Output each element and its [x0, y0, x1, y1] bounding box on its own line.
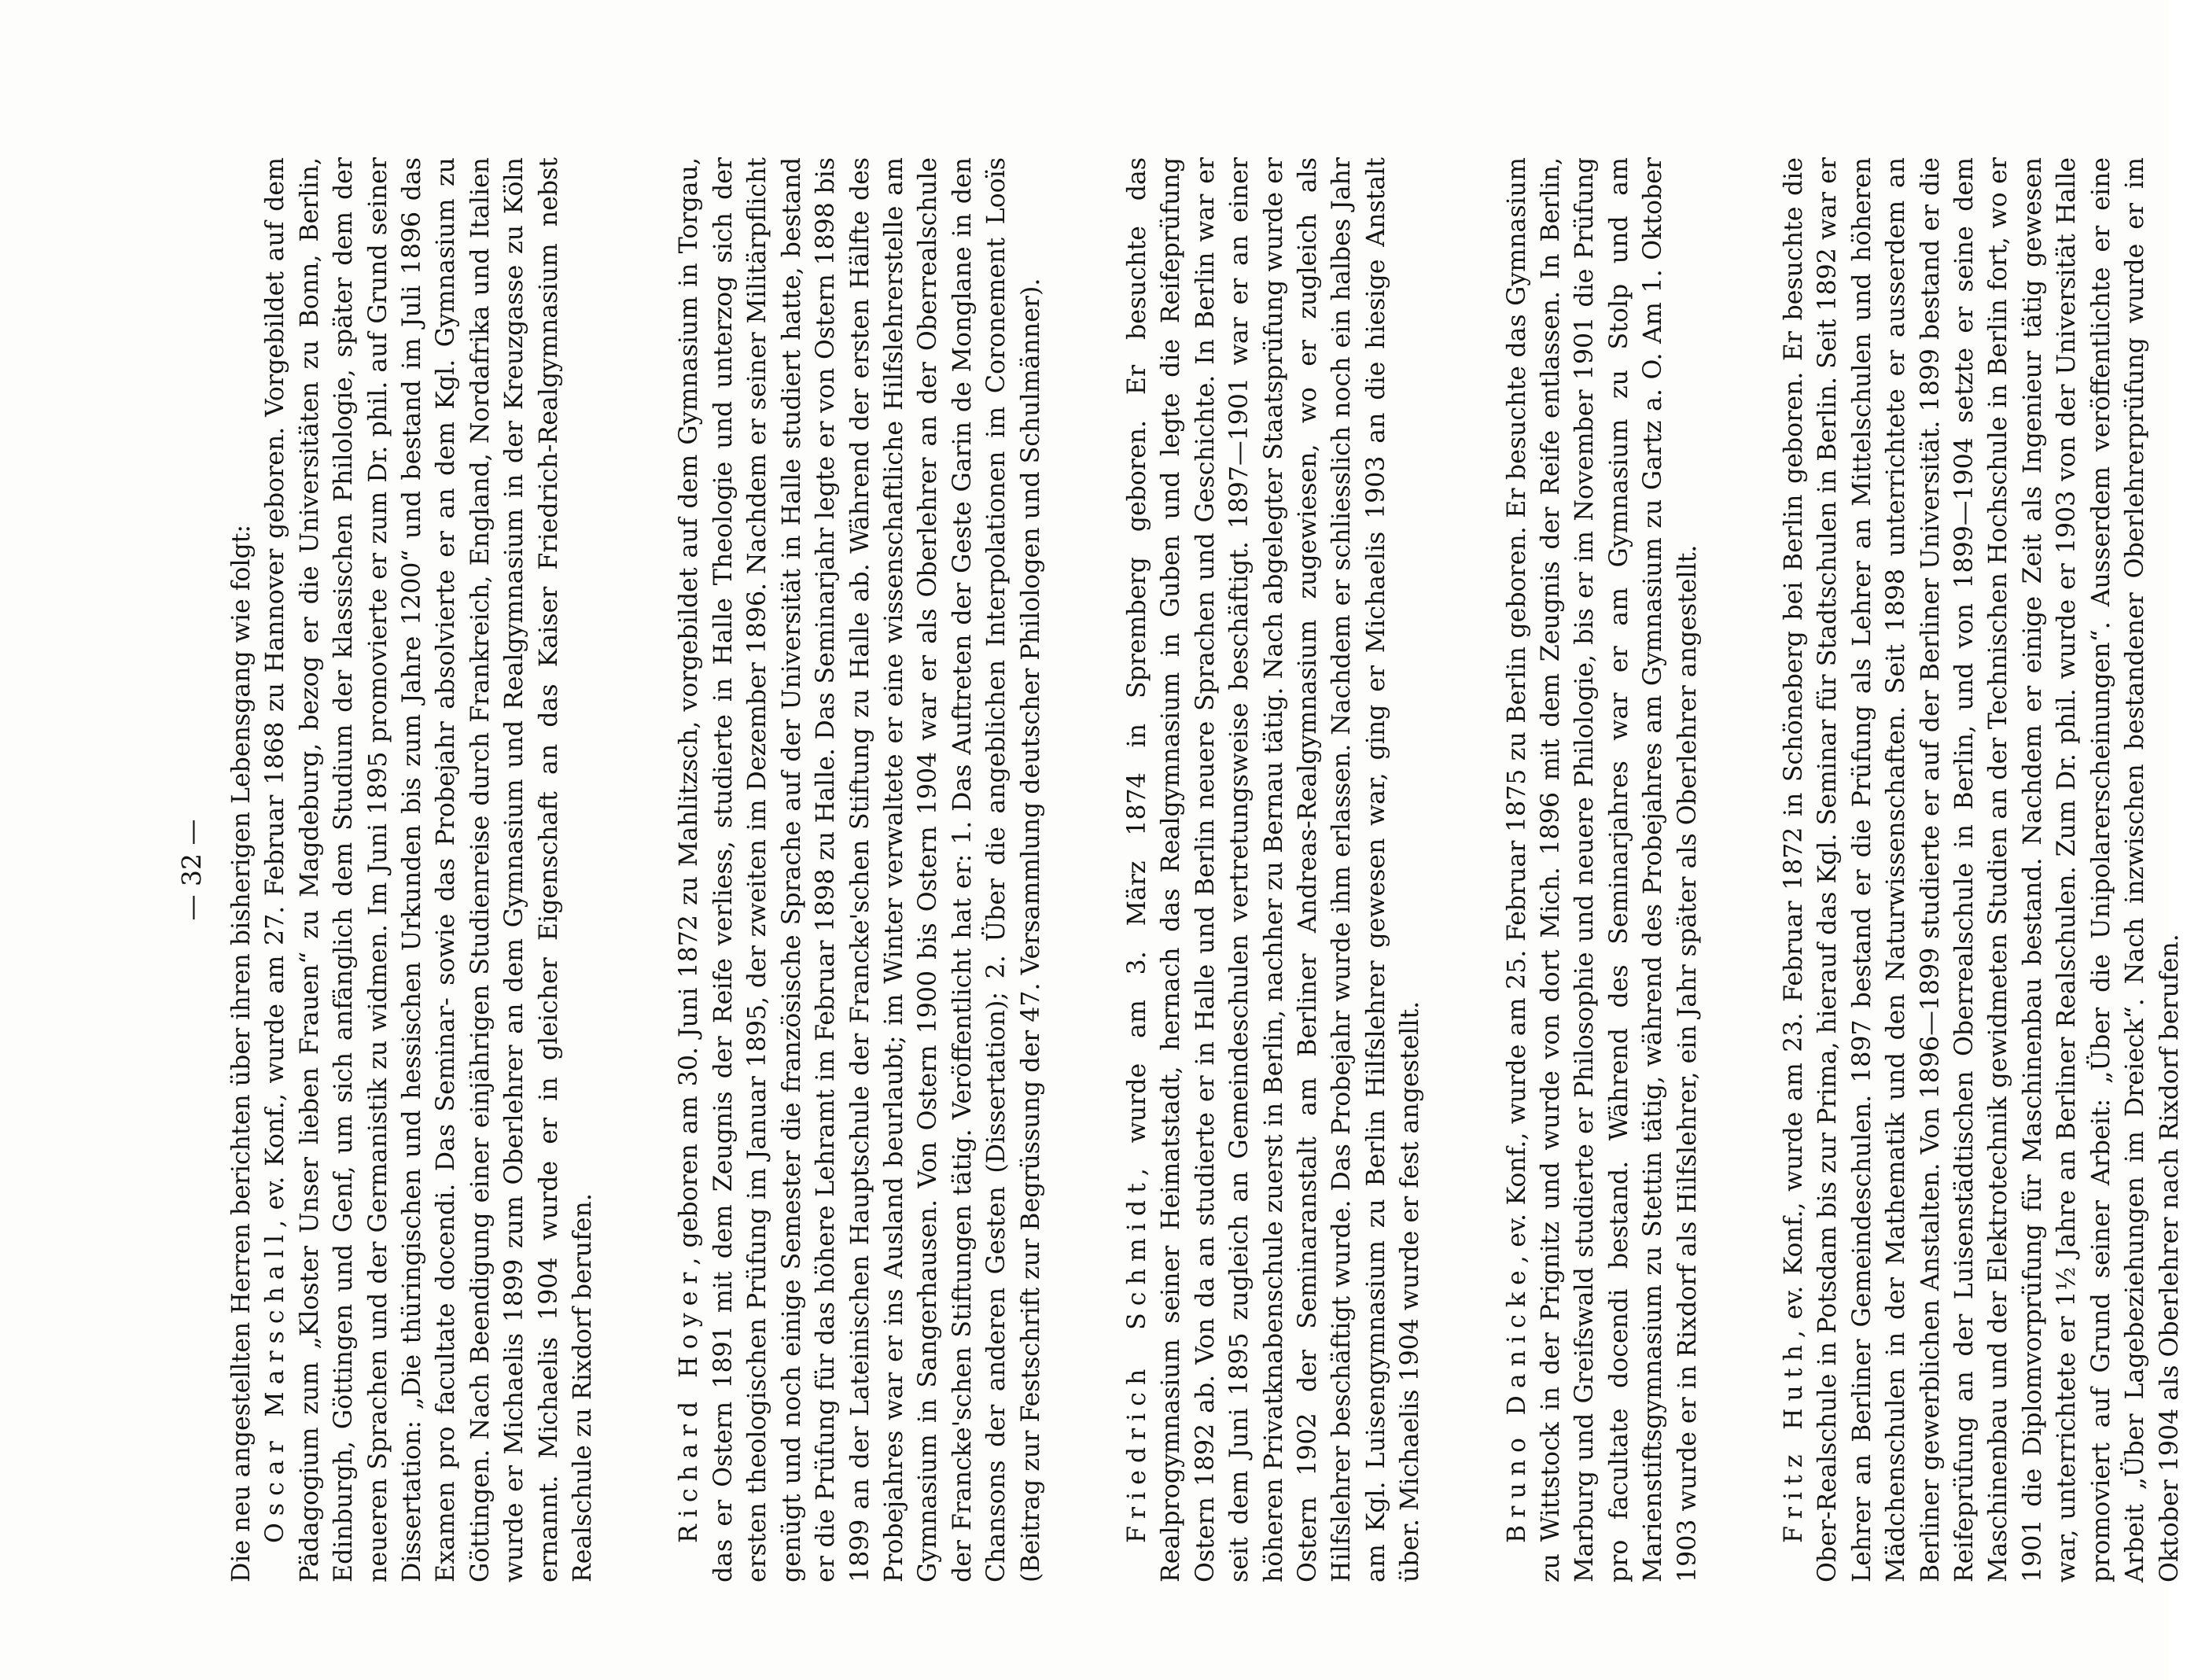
biography-text: , wurde am 3. März 1874 in Spremberg geboren. Er besuchte das Realprogymnasium seiner Heimatstadt, hernach das Realgymnasium in Guben und legte die Reifeprüfung Ostern 1892 ab. Von da an studierte er in Halle und Berlin neuere Sprachen und Geschichte. In Berlin war er seit dem Juni 1895 zugleich an Gemeindeschulen vertretungsweise beschäftigt. 1897—1901 war er an einer höheren Privatknabenschule zuerst in Berlin, nachher zu Bernau tätig. Nach abgelegter Staatsprüfung wurde er Ostern 1902 der Seminaranstalt am Berliner Andreas-Realgymnasium zugewiesen, wo er zugleich als Hilfslehrer beschäftigt wurde. Das Probejahr wurde ihm erlassen. Nachdem er schliesslich noch ein halbes Jahr am Kgl. Luisengymnasium zu Berlin Hilfslehrer gewesen war, ging er Michaelis 1903 an die hiesige Anstalt über. Michaelis 1904 wurde er fest angestellt.	[1122, 157, 1425, 1582]
person-name: Friedrich Schmidt	[1122, 1176, 1151, 1543]
person-name: Richard Hoyer	[675, 1265, 704, 1543]
biography-huth	[1777, 157, 2187, 1582]
biography-marschall	[259, 157, 600, 1582]
intro-line: Die neu angestellten Herren berichten über ihren bisherigen Lebensgang wie folgt:	[227, 524, 256, 1582]
paragraph-gap	[600, 157, 672, 1582]
biography-schmidt	[1121, 157, 1428, 1582]
biography-danicke	[1500, 157, 1705, 1582]
biography-text: , ev. Konf., wurde am 25. Februar 1875 zu Berlin geboren. Er besuchte das Gymnasium zu Wittstock in der Prignitz und wurde von dort Mich. 1896 mit dem Zeugnis der Reife entlassen. In Berlin, Marburg und Greifswald studierte er Philosophie und neuere Philologie, bis er im November 1901 die Prüfung pro facultate docendi bestand. Während des Seminarjahres war er am Gymnasium zu Stolp und am Marienstiftsgymnasium zu Stettin tätig, während des Probejahres am Gymnasium zu Gartz a. O. Am 1. Oktober 1903 wurde er in Rixdorf als Hilfslehrer, ein Jahr später als Oberlehrer angestellt.	[1502, 157, 1702, 1582]
biography-text: , ev. Konf., wurde am 23. Februar 1872 in Schöneberg bei Berlin geboren. Er besuchte die Ober-Realschule in Potsdam bis zur Prima, hierauf das Kgl. Seminar für Stadtschulen in Berlin. Seit 1892 war er Lehrer an Berliner Gemeindeschulen. 1897 bestand er die Prüfung als Lehrer an Mittelschulen und höheren Mädchenschulen in der Mathematik und den Naturwissenschaften. Seit 1898 unterrichtete er ausserdem an Berliner gewerblichen Anstalten. Von 1896—1899 studierte er auf der Berliner Universität. 1899 bestand er die Reifeprüfung an der Luisenstädtischen Oberrealschule in Berlin, und von 1899—1904 setzte er seine dem Maschinenbau und der Elektrotechnik gewidmeten Studien an der Technischen Hochschule in Berlin fort, wo er 1901 die Diplomvorprüfung für Maschinenbau bestand. Nachdem er einige Zeit als Ingenieur tätig gewesen war, unterrichtete er 1½ Jahre an Berliner Realschulen. Zum Dr. phil. wurde er 1903 von der Universität Halle promoviert auf Grund seiner Arbeit: „Über die Unipolarerscheinungen“. Ausserdem veröffentlichte er eine Arbeit „Über Lagebeziehungen im Dreieck“. Nach inzwischen bestandener Oberlehrerprüfung wurde er im Oktober 1904 als Oberlehrer nach Rixdorf berufen.	[1780, 157, 2184, 1582]
biography-hoyer	[672, 157, 1047, 1582]
person-name: Bruno Danicke	[1502, 1263, 1531, 1543]
person-name: Oscar Marschall	[261, 1228, 290, 1543]
page-number: — 32 —	[176, 819, 207, 921]
biography-text: , ev. Konf., wurde am 27. Februar 1868 zu Hannover geboren. Vorgebildet auf dem Pädagogium zum „Kloster Unser lieben Frauen“ zu Magdeburg, bezog er die Universitäten zu Bonn, Berlin, Edinburgh, Göttingen und Genf, um sich anfänglich dem Studium der klassischen Philologie, später dem der neueren Sprachen und der Germanistik zu widmen. Im Juni 1895 promovierte er zum Dr. phil. auf Grund seiner Dissertation: „Die thüringischen und hessischen Urkunden bis zum Jahre 1200“ und bestand im Juli 1896 das Examen pro facultate docendi. Das Seminar- sowie das Probejahr absolvierte er an dem Kgl. Gymnasium zu Göttingen. Nach Beendigung einer einjährigen Studienreise durch Frankreich, England, Nordafrika und Italien wurde er Michaelis 1899 zum Oberlehrer an dem Gymnasium und Realgymnasium in der Kreuzgasse zu Köln ernannt. Michaelis 1904 wurde er in gleicher Eigenschaft an das Kaiser Friedrich-Realgymnasium nebst Realschule zu Rixdorf berufen.	[261, 157, 598, 1582]
biography-text: , geboren am 30. Juni 1872 zu Mahlitzsch, vorgebildet auf dem Gymnasium in Torgau, das er Ostern 1891 mit dem Zeugnis der Reife verliess, studierte in Halle Theologie und unterzog sich der ersten theologischen Prüfung im Januar 1895, der zweiten im Dezember 1896. Nachdem er seiner Militärpflicht genügt und noch einige Semester die französische Sprache auf der Universität in Halle studiert hatte, bestand er die Prüfung für das höhere Lehramt im Februar 1898 zu Halle. Das Seminarjahr legte er von Ostern 1898 bis 1899 an der Lateinischen Hauptschule der Francke'schen Stiftung zu Halle ab. Während der ersten Hälfte des Probejahres war er ins Ausland beurlaubt; im Winter verwaltete er eine wissenschaftliche Hilfslehrerstelle am Gymnasium in Sangerhausen. Von Ostern 1900 bis Ostern 1904 war er als Oberlehrer an der Oberrealschule der Francke'schen Stiftungen tätig. Veröffentlicht hat er: 1. Das Auftreten der Geste Garin de Monglane in den Chansons der anderen Gesten (Dissertation); 2. Über die angeblichen Interpolationen im Coronement Looïs (Beitrag zur Festschrift zur Begrüssung der 47. Versammlung deutscher Philologen und Schulmänner).	[675, 157, 1045, 1582]
paragraph-gap	[1705, 157, 1777, 1582]
paragraph-gap	[1048, 157, 1121, 1582]
paragraph-gap	[1428, 157, 1500, 1582]
person-name: Fritz Huth	[1780, 1338, 1809, 1543]
